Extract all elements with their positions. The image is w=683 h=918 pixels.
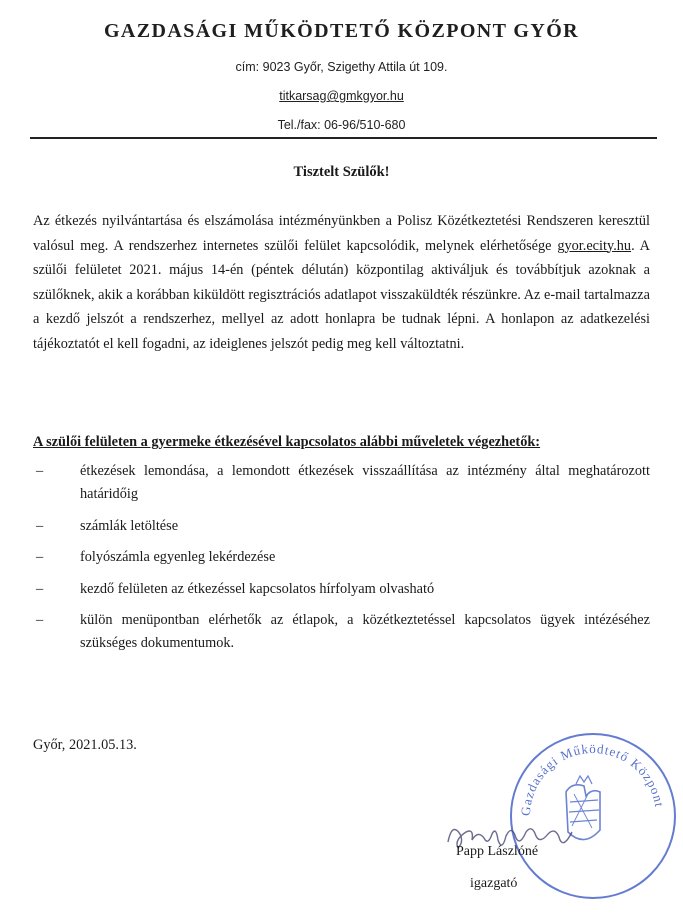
operations-list [33,460,650,664]
organization-name: GAZDASÁGI MŰKÖDTETŐ KÖZPONT GYŐR [103,20,580,42]
list-item [33,546,650,569]
list-dash: – [36,612,44,629]
list-dash: – [36,463,44,479]
salutation: Tisztelt Szülők! [293,164,390,180]
list-item [33,460,650,507]
organization-email-line [0,89,683,103]
list-dash: – [36,517,44,534]
list-heading: A szülői felületen a gyermeke étkezésével kapcsolatos alábbi műveletek végezhetők: [33,434,541,450]
header-divider [30,137,657,139]
list-item [33,578,650,601]
stamp-text: Gazdasági Működtető Központ [517,740,668,817]
date-line: Győr, 2021.05.13. [33,737,137,753]
list-item [33,515,650,538]
list-dash: – [36,549,44,566]
organization-phone: Tel./fax: 06-96/510-680 [277,118,406,132]
list-item-text: számlák letöltése [80,517,179,534]
organization-email[interactable]: titkarsag@gmkgyor.hu [279,89,404,103]
list-item-text: étkezések lemondása, a lemondott étkezések visszaállítása az intézmény által meghatározott határidőig [80,463,650,503]
list-item-text: külön menüpontban elérhetők az étlapok, a közétkeztetéssel kapcsolatos ügyek intézéséhez szükséges dokumentumok. [80,612,650,652]
parent-portal-link[interactable]: gyor.ecity.hu [557,237,632,254]
list-item [33,609,650,656]
signer-title: igazgató [470,876,518,891]
signer-name: Papp Lászlóné [456,844,539,859]
list-dash: – [36,580,44,597]
body-paragraph [33,209,650,357]
list-item-text: folyószámla egyenleg lekérdezése [80,549,276,566]
body-text-part2: . A szülői felületet 2021. május 14-én (péntek délután) központilag aktiváljuk és továbbítjuk azoknak a szülőknek, akik a korábban kiküldött regisztrációs adatlapot visszaküldték részünkre. Az e-mail tartalmazza a kezdő jelszót a rendszerhez, mellyel az adott honlapra be tudnak lépni. A honlapon az adatkezelési tájékoztatót el kell fogadni, az ideiglenes jelszót pedig meg kell változtatni. [33,237,650,352]
body-text-part1: Az étkezés nyilvántartása és elszámolása intézményünkben a Polisz Közétkeztetési Rendszeren keresztül valósul meg. A rendszerhez internetes szülői felület kapcsolódik, melynek elérhetősége [33,213,650,254]
list-item-text: kezdő felületen az étkezéssel kapcsolatos hírfolyam olvasható [80,580,435,597]
organization-address: cím: 9023 Győr, Szigethy Attila út 109. [235,60,448,74]
